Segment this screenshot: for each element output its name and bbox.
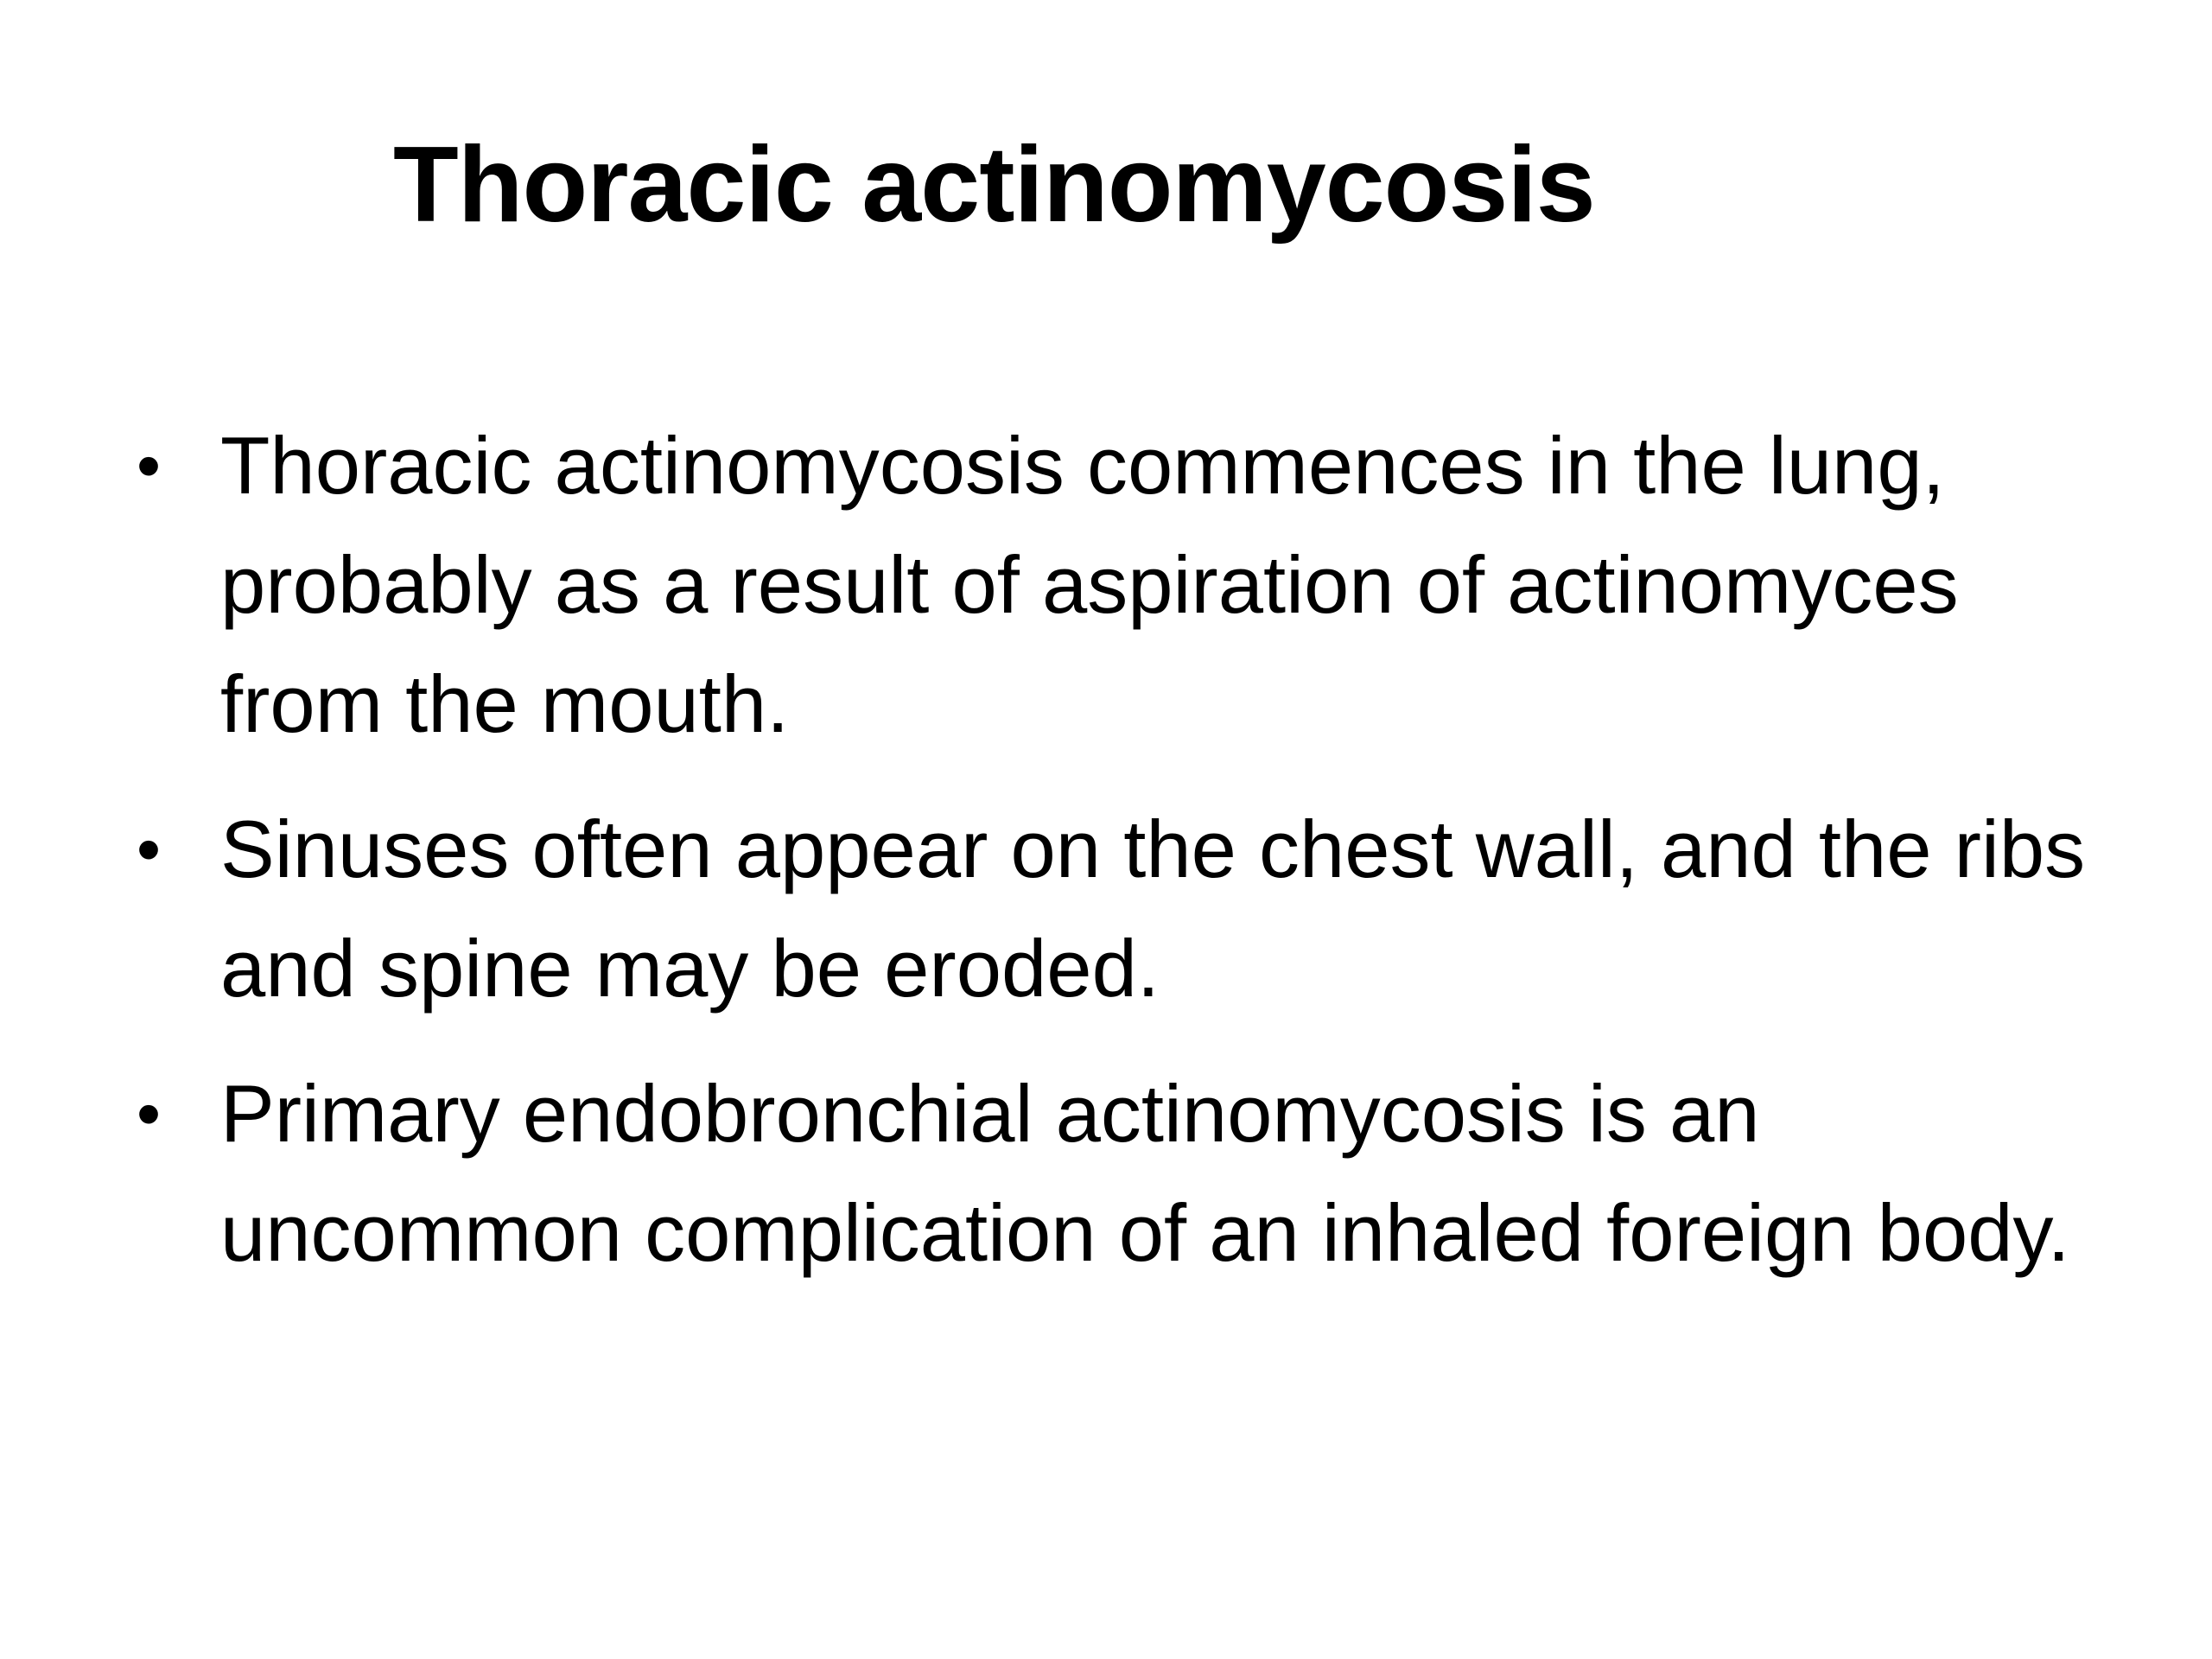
bullet-marker: •	[137, 810, 162, 887]
bullet-text: Thoracic actinomycosis commences in the lung, probably as a result of aspiration of actinomyces from the mouth.	[220, 420, 1959, 749]
bullet-item	[130, 406, 2117, 764]
bullet-item	[130, 790, 2117, 1028]
bullet-text: Sinuses often appear on the chest wall, and the ribs and spine may be eroded.	[220, 804, 2086, 1014]
bullet-marker: •	[137, 1075, 162, 1152]
bullet-item	[130, 1054, 2117, 1293]
bullet-text: Primary endobronchial actinomycosis is an uncommon complication of an inhaled foreign body.	[220, 1068, 2070, 1278]
bullet-list	[130, 406, 2117, 1319]
bullet-marker: •	[137, 427, 162, 504]
slide-title: Thoracic actinomycosis	[393, 125, 1595, 245]
